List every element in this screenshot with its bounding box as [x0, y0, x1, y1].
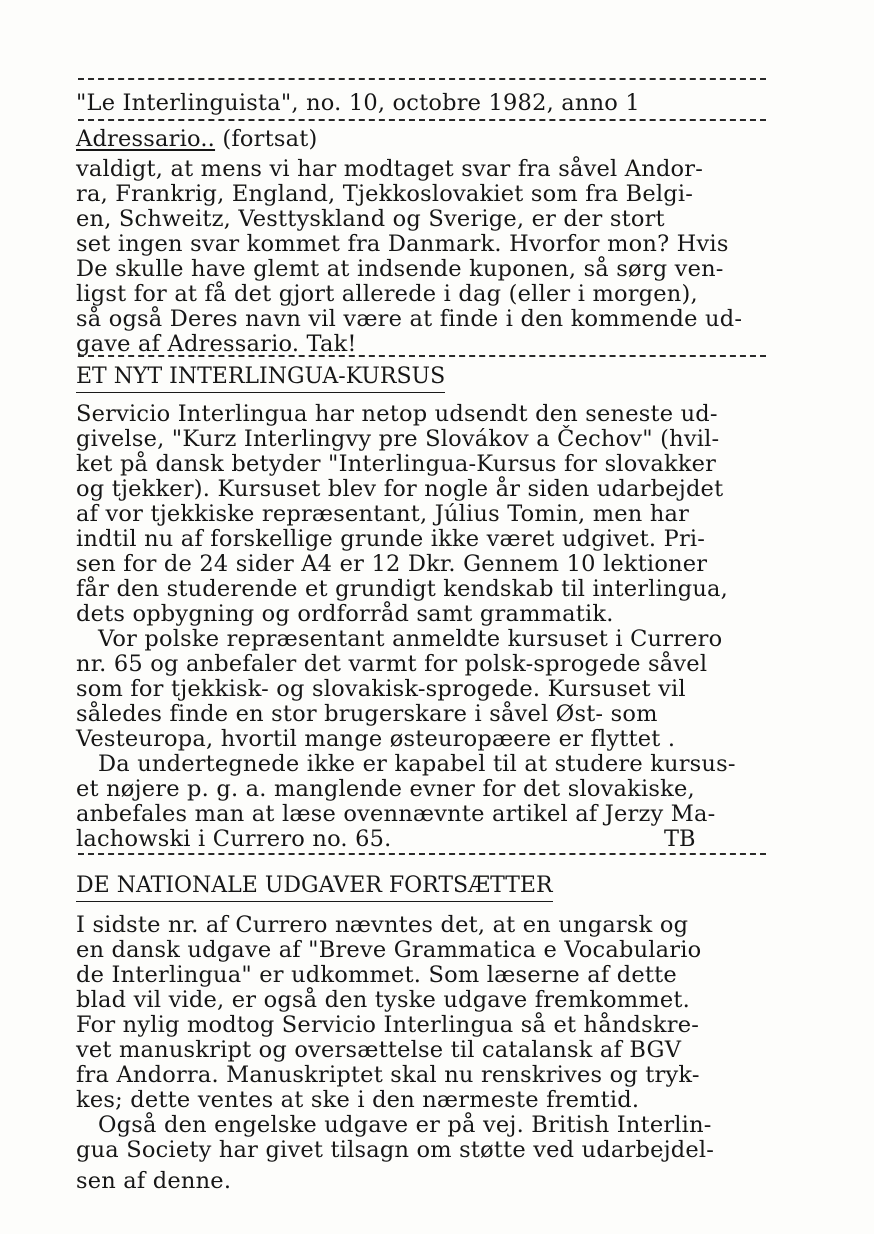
- paragraph-line: så også Deres navn vil være at finde i den kommende ud-: [76, 306, 743, 332]
- section-title: Adressario..: [76, 126, 216, 152]
- paragraph-line: får den studerende et grundigt kendskab til interlingua,: [76, 576, 729, 602]
- header-top-rule: [78, 78, 766, 80]
- paragraph-line: ligst for at få det gjort allerede i dag (eller i morgen),: [76, 281, 698, 307]
- section-divider: [78, 853, 766, 855]
- paragraph-line: Servicio Interlingua har netop udsendt den seneste ud-: [76, 401, 718, 427]
- section-title-suffix: (fortsat): [215, 126, 318, 152]
- section-title-line: [76, 126, 317, 152]
- paragraph-line: De skulle have glemt at indsende kuponen, så sørg ven-: [76, 256, 724, 282]
- paragraph-line: kes; dette ventes at ske i den nærmeste fremtid.: [76, 1087, 640, 1113]
- paragraph-line: Vor polske repræsentant anmeldte kursuset i Currero: [98, 626, 723, 652]
- paragraph-line: således finde en stor brugerskare i såvel Øst- som: [76, 701, 658, 727]
- paragraph-line: som for tjekkisk- og slovakisk-sprogede. Kursuset vil: [76, 676, 686, 702]
- paragraph-line: en dansk udgave af "Breve Grammatica e Vocabulario: [76, 937, 702, 963]
- section-heading: DE NATIONALE UDGAVER FORTSÆTTER: [76, 874, 553, 902]
- paragraph-line: vet manuskript og oversættelse til catalansk af BGV: [76, 1037, 682, 1063]
- author-signature: TB: [664, 826, 696, 852]
- paragraph-line: et nøjere p. g. a. manglende evner for det slovakiske,: [76, 776, 695, 802]
- header-bottom-rule: [78, 119, 766, 121]
- paragraph-line: Da undertegnede ikke er kapabel til at studere kursus-: [98, 751, 736, 777]
- section-divider: [78, 355, 766, 357]
- running-header: "Le Interlinguista", no. 10, octobre 1982, anno 1: [76, 90, 640, 116]
- paragraph-line: sen af denne.: [76, 1168, 232, 1194]
- paragraph-line: anbefales man at læse ovennævnte artikel af Jerzy Ma-: [76, 801, 716, 827]
- section-heading: ET NYT INTERLINGUA-KURSUS: [76, 365, 445, 393]
- paragraph-line: indtil nu af forskellige grunde ikke været udgivet. Pri-: [76, 526, 706, 552]
- paragraph-line: I sidste nr. af Currero nævntes det, at en ungarsk og: [76, 912, 689, 938]
- paragraph-line: For nylig modtog Servicio Interlingua så et håndskre-: [76, 1012, 700, 1038]
- paragraph-line: ra, Frankrig, England, Tjekkoslovakiet som fra Belgi-: [76, 181, 694, 207]
- paragraph-line: dets opbygning og ordforråd samt grammatik.: [76, 601, 614, 627]
- paragraph-line: fra Andorra. Manuskriptet skal nu renskrives og tryk-: [76, 1062, 700, 1088]
- paragraph-line: set ingen svar kommet fra Danmark. Hvorfor mon? Hvis: [76, 231, 729, 257]
- paragraph-line: lachowski i Currero no. 65.: [76, 826, 392, 852]
- paragraph-line: de Interlingua" er udkommet. Som læserne af dette: [76, 962, 677, 988]
- paragraph-line: givelse, "Kurz Interlingvy pre Slovákov a Čechov" (hvil-: [76, 426, 720, 452]
- paragraph-line: og tjekker). Kursuset blev for nogle år siden udarbejdet: [76, 476, 724, 502]
- paragraph-line: gua Society har givet tilsagn om støtte ved udarbejdel-: [76, 1137, 715, 1163]
- paragraph-line: blad vil vide, er også den tyske udgave fremkommet.: [76, 987, 690, 1013]
- paragraph-line: Vesteuropa, hvortil mange østeuropæere er flyttet .: [76, 726, 676, 752]
- paragraph-line: ket på dansk betyder "Interlingua-Kursus for slovakker: [76, 451, 717, 477]
- paragraph-line: valdigt, at mens vi har modtaget svar fra såvel Andor-: [76, 156, 704, 182]
- paragraph-line: sen for de 24 sider A4 er 12 Dkr. Gennem 10 lektioner: [76, 551, 708, 577]
- paragraph-line: nr. 65 og anbefaler det varmt for polsk-sprogede såvel: [76, 651, 708, 677]
- paragraph-line: af vor tjekkiske repræsentant, Július Tomin, men har: [76, 501, 690, 527]
- paragraph-line: gave af Adressario. Tak!: [76, 331, 357, 357]
- paragraph-line: en, Schweitz, Vesttyskland og Sverige, er der stort: [76, 206, 665, 232]
- paragraph-line: Også den engelske udgave er på vej. British Interlin-: [98, 1112, 712, 1138]
